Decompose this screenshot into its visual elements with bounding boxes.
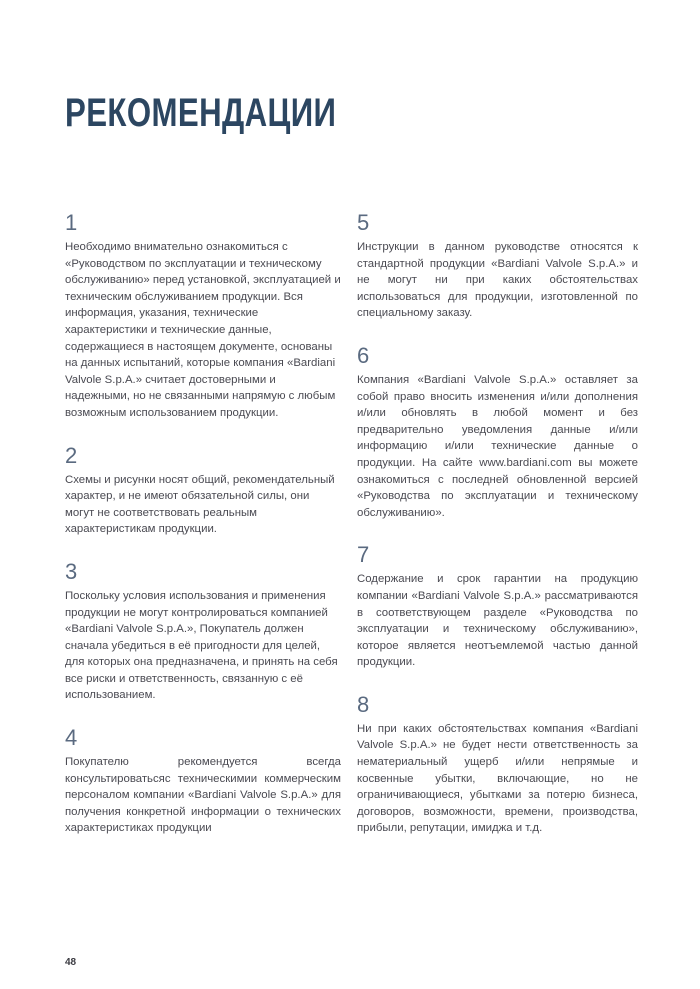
list-item [357, 543, 638, 671]
item-number: 3 [65, 558, 78, 584]
list-item [65, 211, 341, 422]
item-number: 6 [357, 342, 370, 368]
item-number: 5 [357, 210, 370, 235]
list-item [65, 444, 341, 538]
list-item [65, 560, 341, 704]
list-item [357, 211, 638, 322]
item-text: Компания «Bardiani Valvole S.p.A.» оставляет за собой право вносить изменения и/или дополнения и/или обновлять в любой момент и без предварительно уведомления данные и/или информацию и/или технические данные о продукции. На сайте www.bardiani.com вы можете ознакомиться с последней обновленной версией «Руководства по эксплуатации и техническому обслуживанию». [357, 373, 638, 519]
item-number: 1 [65, 210, 78, 235]
item-text: Ни при каких обстоятельствах компания «Bardiani Valvole S.p.A.» не будет нести ответственность за нематериальный ущерб и/или непрямые и косвенные убытки, включающие, но не ограничивающиеся, убытками за потерю бизнеса, договоров, возможности, времени, производства, прибыли, репутации, имиджа и т.д. [357, 722, 638, 835]
item-text: Покупателю рекомендуется всегда консультироватьсяс техническимии коммерческим персоналом компании «Bardiani Valvole S.p.A.» для получения конкретной информации о технических характеристиках продукции [65, 756, 341, 835]
item-text: Содержание и срок гарантии на продукцию компании «Bardiani Valvole S.p.A.» рассматриваются в соответствующем разделе «Руководства по эксплуатации и техническому обслуживанию», которое является неотъемлемой частью данной продукции. [357, 573, 638, 669]
list-item [357, 693, 638, 837]
list-item [357, 344, 638, 521]
column-right [357, 211, 638, 837]
list-item [65, 726, 341, 837]
item-text: Необходимо внимательно ознакомиться с «Руководством по эксплуатации и техническому обслуживанию» перед установкой, эксплуатацией и техническим обслуживанием продукции. Вся информация, указания, технические характеристики и технические данные, содержащиеся в настоящем документе, основаны на данных испытаний, которые компания «Bardiani Valvole S.p.A.» считает достоверными и надежными, но не связанными напрямую с любым возможным использованием продукции. [65, 241, 341, 419]
item-text: Схемы и рисунки носят общий, рекомендательный характер, и не имеют обязательной силы, они могут не соответствовать реальным характеристикам продукции. [65, 473, 335, 536]
item-number: 7 [357, 542, 370, 568]
column-left [65, 211, 341, 837]
item-number: 8 [357, 691, 370, 717]
page-title: РЕКОМЕНДАЦИИ [65, 90, 337, 135]
item-number: 2 [65, 442, 78, 468]
page-number: 48 [65, 957, 77, 968]
item-number: 4 [65, 725, 78, 751]
item-text: Инструкции в данном руководстве относятся к стандартной продукции «Bardiani Valvole S.p.A.» и не могут ни при каких обстоятельствах использоваться для продукции, изготовленной по специальному заказу. [357, 241, 638, 320]
item-text: Поскольку условия использования и применения продукции не могут контролироваться компанией «Bardiani Valvole S.p.A.», Покупатель должен сначала убедиться в её пригодности для целей, для которых она предназначена, и принять на себя все риски и ответственность, связанную с её использованием. [65, 589, 338, 702]
